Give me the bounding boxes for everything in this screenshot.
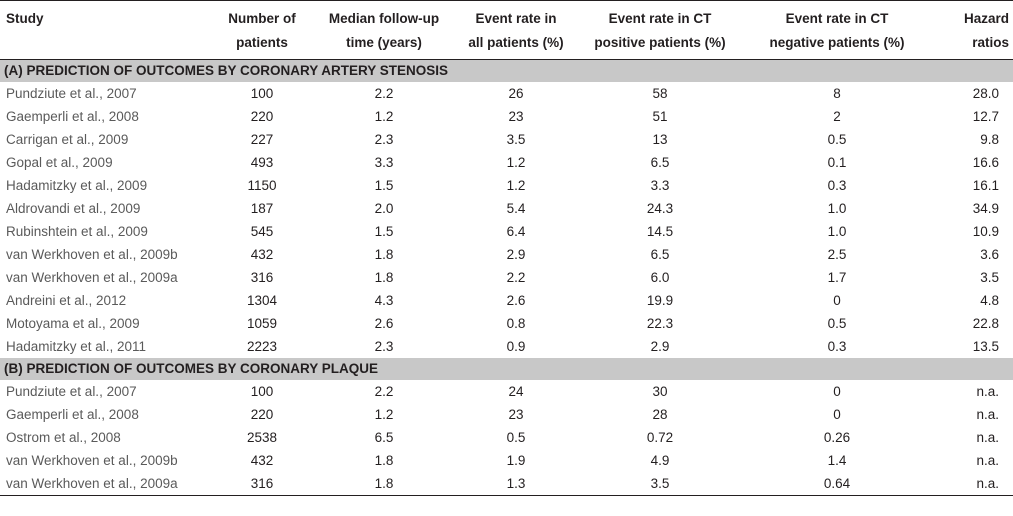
cell-followup: 1.8 <box>374 453 394 468</box>
cell-followup: 1.8 <box>374 247 394 262</box>
cell-event-all: 23 <box>508 109 524 124</box>
cell-event-positive: 3.5 <box>578 472 742 496</box>
cell-hazard: 16.1 <box>972 178 999 193</box>
cell-followup: 1.2 <box>374 407 394 422</box>
cell-followup: 2.0 <box>374 201 394 216</box>
cell-event-positive: 6.0 <box>650 270 670 285</box>
header-event-negative: Event rate in CT negative patients (%) <box>742 1 932 60</box>
cell-study: Gopal et al., 2009 <box>6 155 113 170</box>
cell-event-negative: 0 <box>833 407 841 422</box>
table-row <box>0 82 1013 105</box>
cell-followup: 2.2 <box>374 86 394 101</box>
cell-event-positive: 6.5 <box>650 247 670 262</box>
cell-event-all: 1.9 <box>506 453 526 468</box>
cell-patients: 220 <box>250 109 274 124</box>
cell-followup: 1.5 <box>374 224 394 239</box>
section-header-row <box>0 358 1013 380</box>
cell-followup: 2.3 <box>374 132 394 147</box>
cell-patients: 1304 <box>246 293 278 308</box>
cell-followup: 2.6 <box>374 316 394 331</box>
table-body <box>0 60 1013 496</box>
cell-study: van Werkhoven et al., 2009b <box>6 453 178 468</box>
cell-event-positive: 4.9 <box>650 453 670 468</box>
cell-patients: 187 <box>250 201 274 216</box>
cell-hazard: n.a. <box>976 453 999 468</box>
cell-event-positive: 6.5 <box>650 155 670 170</box>
cell-study: Motoyama et al., 2009 <box>6 316 140 331</box>
cell-patients: 432 <box>250 247 274 262</box>
cell-hazard: 3.6 <box>980 247 999 262</box>
table-row <box>0 197 1013 220</box>
cell-event-negative: 0.3 <box>827 178 847 193</box>
cell-study: Rubinshtein et al., 2009 <box>6 224 148 239</box>
cell-hazard: n.a. <box>976 407 999 422</box>
cell-followup: 4.3 <box>374 293 394 308</box>
cell-patients: 227 <box>250 132 274 147</box>
cell-followup: 1.8 <box>374 270 394 285</box>
cell-followup: 6.5 <box>374 430 394 445</box>
cell-event-negative: 0.5 <box>827 316 847 331</box>
cell-followup: 2.3 <box>374 339 394 354</box>
table-row <box>0 335 1013 358</box>
cell-event-negative: 1.4 <box>827 453 847 468</box>
cell-followup: 1.8 <box>314 472 454 496</box>
cell-hazard: 16.6 <box>972 155 999 170</box>
cell-event-all: 2.6 <box>506 293 526 308</box>
cell-event-all: 23 <box>508 407 524 422</box>
cell-patients: 1150 <box>247 178 277 193</box>
cell-followup: 2.2 <box>374 384 394 399</box>
cell-event-positive: 28 <box>652 407 668 422</box>
cell-event-negative: 0.1 <box>827 155 847 170</box>
table-row <box>0 426 1013 449</box>
cell-event-all: 2.2 <box>506 270 526 285</box>
cell-patients: 100 <box>250 86 274 101</box>
table-row <box>0 174 1013 197</box>
cell-event-negative: 1.0 <box>827 224 847 239</box>
cell-followup: 1.5 <box>374 178 394 193</box>
table-row <box>0 243 1013 266</box>
table-header <box>0 1 1013 60</box>
header-study: Study <box>0 1 210 60</box>
cell-study: Gaemperli et al., 2008 <box>6 109 139 124</box>
cell-hazard: 22.8 <box>972 316 999 331</box>
table-row <box>0 266 1013 289</box>
section-title: (B) PREDICTION OF OUTCOMES BY CORONARY PLAQUE <box>0 358 1013 380</box>
cell-followup: 3.3 <box>374 155 394 170</box>
cell-event-negative: 8 <box>833 86 841 101</box>
table-row <box>0 312 1013 335</box>
cell-event-positive: 58 <box>652 86 668 101</box>
cell-event-negative: 1.0 <box>827 201 847 216</box>
cell-patients: 316 <box>210 472 314 496</box>
cell-event-all: 0.5 <box>506 430 526 445</box>
cell-event-all: 0.9 <box>506 339 526 354</box>
cell-event-positive: 3.3 <box>650 178 670 193</box>
cell-event-positive: 0.72 <box>646 430 674 445</box>
cell-patients: 493 <box>250 155 274 170</box>
cell-event-negative: 2.5 <box>827 247 847 262</box>
table-row <box>0 380 1013 403</box>
cell-patients: 220 <box>250 407 274 422</box>
cell-event-all: 5.4 <box>506 201 526 216</box>
cell-patients: 316 <box>250 270 274 285</box>
cell-study: Carrigan et al., 2009 <box>6 132 129 147</box>
cell-patients: 2223 <box>246 339 278 354</box>
header-event-all: Event rate in all patients (%) <box>454 1 578 60</box>
cell-followup: 1.2 <box>374 109 394 124</box>
cell-event-all: 6.4 <box>506 224 526 239</box>
cell-hazard: n.a. <box>976 384 999 399</box>
cell-study: Gaemperli et al., 2008 <box>6 407 139 422</box>
cell-study: Pundziute et al., 2007 <box>6 86 137 101</box>
cell-event-positive: 51 <box>652 109 668 124</box>
table-row <box>0 220 1013 243</box>
cell-event-positive: 19.9 <box>646 293 674 308</box>
cell-patients: 545 <box>250 224 274 239</box>
header-hazard: Hazard ratios <box>932 1 1013 60</box>
cell-event-negative: 0.64 <box>742 472 932 496</box>
table-row <box>0 472 1013 496</box>
cell-study: van Werkhoven et al., 2009a <box>0 472 210 496</box>
cell-hazard: 9.8 <box>980 132 999 147</box>
cell-study: Ostrom et al., 2008 <box>6 430 121 445</box>
cell-patients: 100 <box>250 384 274 399</box>
cell-event-all: 2.9 <box>506 247 526 262</box>
table-row <box>0 151 1013 174</box>
cell-event-negative: 2 <box>833 109 841 124</box>
cell-hazard: 13.5 <box>972 339 999 354</box>
section-title: (A) PREDICTION OF OUTCOMES BY CORONARY ARTERY STENOSIS <box>0 60 1013 83</box>
table-row <box>0 128 1013 151</box>
cell-event-positive: 13 <box>652 132 668 147</box>
cell-event-negative: 0.5 <box>827 132 847 147</box>
cell-event-all: 0.8 <box>506 316 526 331</box>
cell-hazard: 3.5 <box>980 270 999 285</box>
cell-event-all: 1.2 <box>506 155 526 170</box>
cell-hazard: n.a. <box>932 472 1013 496</box>
cell-event-positive: 14.5 <box>646 224 674 239</box>
header-patients: Number of patients <box>210 1 314 60</box>
table-row <box>0 105 1013 128</box>
cell-hazard: 4.8 <box>980 293 999 308</box>
header-event-positive: Event rate in CT positive patients (%) <box>578 1 742 60</box>
cell-study: Hadamitzky et al., 2009 <box>6 178 148 193</box>
cell-hazard: 12.7 <box>972 109 999 124</box>
cell-study: Pundziute et al., 2007 <box>6 384 137 399</box>
cell-event-positive: 22.3 <box>646 316 674 331</box>
cell-event-positive: 2.9 <box>650 339 670 354</box>
cell-study: van Werkhoven et al., 2009b <box>6 247 178 262</box>
table-row <box>0 449 1013 472</box>
cell-event-all: 26 <box>508 86 524 101</box>
cell-event-negative: 1.7 <box>827 270 847 285</box>
cell-event-all: 1.2 <box>506 178 526 193</box>
cell-event-positive: 24.3 <box>646 201 674 216</box>
table-row <box>0 289 1013 312</box>
cell-hazard: 28.0 <box>972 86 999 101</box>
cell-patients: 432 <box>250 453 274 468</box>
cell-hazard: 34.9 <box>972 201 999 216</box>
cell-study: van Werkhoven et al., 2009a <box>6 270 178 285</box>
cell-study: Aldrovandi et al., 2009 <box>6 201 141 216</box>
cell-event-positive: 30 <box>652 384 668 399</box>
cell-hazard: 10.9 <box>972 224 999 239</box>
cell-event-negative: 0 <box>833 293 841 308</box>
cell-study: Andreini et al., 2012 <box>6 293 127 308</box>
cell-event-all: 24 <box>508 384 524 399</box>
cell-patients: 2538 <box>246 430 278 445</box>
cell-hazard: n.a. <box>976 430 999 445</box>
cell-event-all: 3.5 <box>506 132 526 147</box>
cell-event-negative: 0.3 <box>827 339 847 354</box>
cell-patients: 1059 <box>246 316 278 331</box>
cell-study: Hadamitzky et al., 2011 <box>6 339 147 354</box>
table-row <box>0 403 1013 426</box>
cell-event-negative: 0.26 <box>823 430 851 445</box>
cell-event-all: 1.3 <box>454 472 578 496</box>
header-followup: Median follow-up time (years) <box>314 1 454 60</box>
cell-event-negative: 0 <box>833 384 841 399</box>
section-header-row <box>0 60 1013 83</box>
